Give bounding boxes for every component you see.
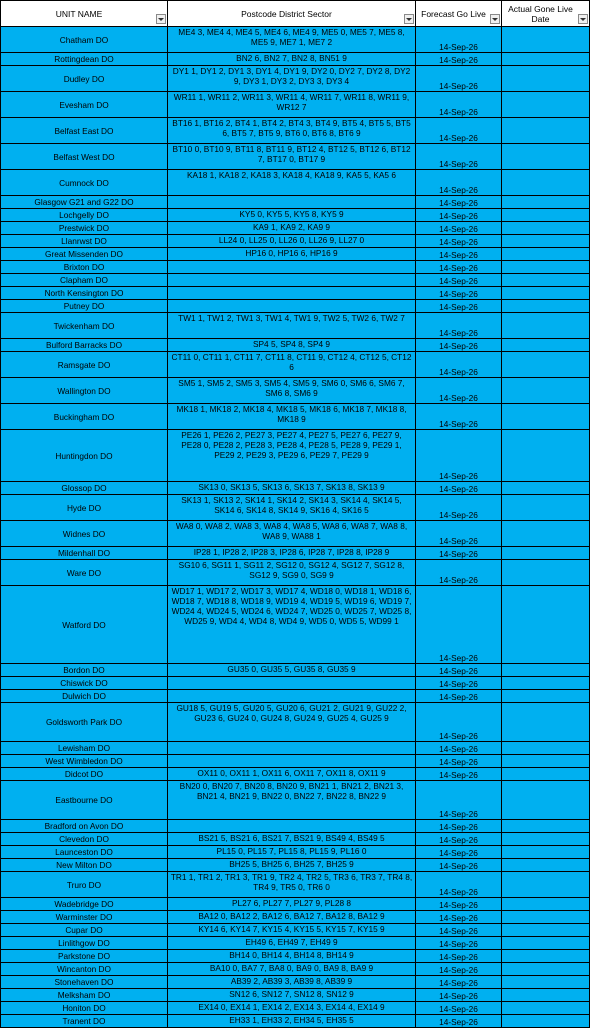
table-row [1,274,590,287]
cell-forecast-date[interactable]: 14-Sep-26 [416,209,502,222]
cell-postcodes[interactable]: KY5 0, KY5 5, KY5 8, KY5 9 [168,209,416,222]
cell-forecast-date[interactable]: 14-Sep-26 [416,352,502,378]
cell-unit-name[interactable]: Eastbourne DO [1,781,168,820]
cell-unit-name[interactable]: Belfast East DO [1,118,168,144]
cell-unit-name[interactable]: Stonehaven DO [1,976,168,989]
cell-postcodes[interactable] [168,742,416,755]
cell-forecast-date[interactable]: 14-Sep-26 [416,261,502,274]
cell-actual-date[interactable] [502,872,590,898]
cell-actual-date[interactable] [502,287,590,300]
cell-forecast-date[interactable]: 14-Sep-26 [416,664,502,677]
table-row [1,170,590,196]
table-row [1,521,590,547]
cell-forecast-date[interactable]: 14-Sep-26 [416,924,502,937]
cell-postcodes[interactable]: BN2 6, BN2 7, BN2 8, BN51 9 [168,53,416,66]
header-forecast [416,1,502,27]
cell-unit-name[interactable]: Mildenhall DO [1,547,168,560]
cell-forecast-date[interactable]: 14-Sep-26 [416,170,502,196]
header-unit-name [1,1,168,27]
cell-unit-name[interactable]: Cupar DO [1,924,168,937]
cell-forecast-date[interactable]: 14-Sep-26 [416,274,502,287]
cell-forecast-date[interactable]: 14-Sep-26 [416,287,502,300]
cell-unit-name[interactable]: Watford DO [1,586,168,664]
table-row [1,495,590,521]
cell-postcodes[interactable]: SK13 1, SK13 2, SK14 1, SK14 2, SK14 3, SK14 4, SK14 5, SK14 6, SK14 8, SK14 9, SK16 4, SK16 5 [168,495,416,521]
cell-actual-date[interactable] [502,664,590,677]
cell-postcodes[interactable]: OX11 0, OX11 1, OX11 6, OX11 7, OX11 8, OX11 9 [168,768,416,781]
cell-unit-name[interactable]: Prestwick DO [1,222,168,235]
table-row [1,1002,590,1015]
cell-postcodes[interactable]: BA12 0, BA12 2, BA12 6, BA12 7, BA12 8, BA12 9 [168,911,416,924]
cell-actual-date[interactable] [502,911,590,924]
cell-postcodes[interactable]: KA9 1, KA9 2, KA9 9 [168,222,416,235]
cell-postcodes[interactable] [168,287,416,300]
table-row [1,248,590,261]
cell-actual-date[interactable] [502,846,590,859]
table-row [1,937,590,950]
table-row [1,547,590,560]
cell-postcodes[interactable]: WA8 0, WA8 2, WA8 3, WA8 4, WA8 5, WA8 6, WA8 7, WA8 8, WA8 9, WA88 1 [168,521,416,547]
table-row [1,989,590,1002]
cell-forecast-date[interactable]: 14-Sep-26 [416,768,502,781]
header-postcode-label: Postcode District Sector [241,8,332,19]
table-row [1,66,590,92]
cell-unit-name[interactable]: Wadebridge DO [1,898,168,911]
cell-actual-date[interactable] [502,261,590,274]
cell-forecast-date[interactable]: 14-Sep-26 [416,222,502,235]
cell-unit-name[interactable]: Widnes DO [1,521,168,547]
cell-unit-name[interactable]: Hyde DO [1,495,168,521]
cell-forecast-date[interactable]: 14-Sep-26 [416,547,502,560]
table-row [1,261,590,274]
cell-postcodes[interactable]: BH14 0, BH14 4, BH14 8, BH14 9 [168,950,416,963]
cell-forecast-date[interactable]: 14-Sep-26 [416,53,502,66]
cell-actual-date[interactable] [502,586,590,664]
cell-postcodes[interactable] [168,755,416,768]
filter-dropdown-icon[interactable] [490,14,500,24]
table-row [1,144,590,170]
cell-unit-name[interactable]: Goldsworth Park DO [1,703,168,742]
cell-forecast-date[interactable]: 14-Sep-26 [416,833,502,846]
table-row [1,898,590,911]
cell-postcodes[interactable]: HP16 0, HP16 6, HP16 9 [168,248,416,261]
cell-unit-name[interactable]: Launceston DO [1,846,168,859]
cell-unit-name[interactable]: Wallington DO [1,378,168,404]
table-row [1,53,590,66]
table-row [1,833,590,846]
header-actual [502,1,590,27]
cell-postcodes[interactable] [168,820,416,833]
cell-forecast-date[interactable]: 14-Sep-26 [416,92,502,118]
table-row [1,742,590,755]
cell-forecast-date[interactable]: 14-Sep-26 [416,989,502,1002]
table-row [1,586,590,664]
cell-actual-date[interactable] [502,339,590,352]
cell-postcodes[interactable]: BH25 5, BH25 6, BH25 7, BH25 9 [168,859,416,872]
table-row [1,755,590,768]
cell-actual-date[interactable] [502,820,590,833]
header-unit-name-label: UNIT NAME [55,8,103,19]
table-row [1,92,590,118]
cell-forecast-date[interactable]: 14-Sep-26 [416,820,502,833]
cell-actual-date[interactable] [502,378,590,404]
header-row [1,1,590,27]
cell-forecast-date[interactable]: 14-Sep-26 [416,66,502,92]
table-row [1,781,590,820]
cell-postcodes[interactable]: MK18 1, MK18 2, MK18 4, MK18 5, MK18 6, MK18 7, MK18 8, MK18 9 [168,404,416,430]
cell-actual-date[interactable] [502,742,590,755]
cell-actual-date[interactable] [502,27,590,53]
cell-forecast-date[interactable]: 14-Sep-26 [416,521,502,547]
cell-postcodes[interactable]: TR1 1, TR1 2, TR1 3, TR1 9, TR2 4, TR2 5, TR3 6, TR3 7, TR4 8, TR4 9, TR5 0, TR6 0 [168,872,416,898]
cell-unit-name[interactable]: Cumnock DO [1,170,168,196]
table-row [1,287,590,300]
cell-actual-date[interactable] [502,196,590,209]
filter-dropdown-icon[interactable] [404,14,414,24]
cell-postcodes[interactable]: SM5 1, SM5 2, SM5 3, SM5 4, SM5 9, SM6 0, SM6 6, SM6 7, SM6 8, SM6 9 [168,378,416,404]
cell-postcodes[interactable]: BN20 0, BN20 7, BN20 8, BN20 9, BN21 1, BN21 2, BN21 3, BN21 4, BN21 9, BN22 0, BN22 7, BN22 8, BN22 9 [168,781,416,820]
table-row [1,664,590,677]
cell-actual-date[interactable] [502,1015,590,1028]
cell-postcodes[interactable]: SG10 6, SG11 1, SG11 2, SG12 0, SG12 4, SG12 7, SG12 8, SG12 9, SG9 0, SG9 9 [168,560,416,586]
cell-forecast-date[interactable]: 14-Sep-26 [416,703,502,742]
cell-unit-name[interactable]: Bradford on Avon DO [1,820,168,833]
cell-forecast-date[interactable]: 14-Sep-26 [416,742,502,755]
cell-forecast-date[interactable]: 14-Sep-26 [416,690,502,703]
cell-actual-date[interactable] [502,963,590,976]
cell-actual-date[interactable] [502,898,590,911]
cell-actual-date[interactable] [502,521,590,547]
cell-postcodes[interactable]: KA18 1, KA18 2, KA18 3, KA18 4, KA18 9, KA5 5, KA5 6 [168,170,416,196]
cell-actual-date[interactable] [502,768,590,781]
cell-unit-name[interactable]: Melksham DO [1,989,168,1002]
cell-unit-name[interactable]: Huntingdon DO [1,430,168,482]
cell-forecast-date[interactable]: 14-Sep-26 [416,937,502,950]
cell-actual-date[interactable] [502,950,590,963]
table-row [1,911,590,924]
cell-postcodes[interactable] [168,677,416,690]
cell-actual-date[interactable] [502,144,590,170]
table-row [1,339,590,352]
cell-forecast-date[interactable]: 14-Sep-26 [416,911,502,924]
cell-forecast-date[interactable]: 14-Sep-26 [416,1015,502,1028]
cell-actual-date[interactable] [502,690,590,703]
cell-actual-date[interactable] [502,989,590,1002]
table-row [1,209,590,222]
cell-actual-date[interactable] [502,833,590,846]
cell-forecast-date[interactable]: 14-Sep-26 [416,781,502,820]
table-row [1,677,590,690]
cell-unit-name[interactable]: Wincanton DO [1,963,168,976]
cell-postcodes[interactable]: SP4 5, SP4 8, SP4 9 [168,339,416,352]
cell-actual-date[interactable] [502,976,590,989]
cell-actual-date[interactable] [502,209,590,222]
cell-unit-name[interactable]: Buckingham DO [1,404,168,430]
table-row [1,352,590,378]
cell-forecast-date[interactable]: 14-Sep-26 [416,963,502,976]
cell-actual-date[interactable] [502,677,590,690]
cell-forecast-date[interactable]: 14-Sep-26 [416,846,502,859]
cell-unit-name[interactable]: Truro DO [1,872,168,898]
table-row [1,846,590,859]
cell-actual-date[interactable] [502,781,590,820]
cell-forecast-date[interactable]: 14-Sep-26 [416,560,502,586]
cell-unit-name[interactable]: Chiswick DO [1,677,168,690]
table-row [1,560,590,586]
table-row [1,404,590,430]
table-row [1,313,590,339]
cell-actual-date[interactable] [502,92,590,118]
cell-unit-name[interactable]: Clapham DO [1,274,168,287]
cell-forecast-date[interactable]: 14-Sep-26 [416,118,502,144]
cell-forecast-date[interactable]: 14-Sep-26 [416,248,502,261]
cell-forecast-date[interactable]: 14-Sep-26 [416,755,502,768]
cell-forecast-date[interactable]: 14-Sep-26 [416,144,502,170]
cell-actual-date[interactable] [502,1002,590,1015]
cell-actual-date[interactable] [502,222,590,235]
cell-actual-date[interactable] [502,560,590,586]
cell-actual-date[interactable] [502,274,590,287]
cell-unit-name[interactable]: West Wimbledon DO [1,755,168,768]
cell-unit-name[interactable]: Clevedon DO [1,833,168,846]
cell-unit-name[interactable]: Lochgelly DO [1,209,168,222]
cell-postcodes[interactable]: EH49 6, EH49 7, EH49 9 [168,937,416,950]
cell-postcodes[interactable]: PL15 0, PL15 7, PL15 8, PL15 9, PL16 0 [168,846,416,859]
table-row [1,430,590,482]
cell-unit-name[interactable]: Glasgow G21 and G22 DO [1,196,168,209]
cell-postcodes[interactable]: DY1 1, DY1 2, DY1 3, DY1 4, DY1 9, DY2 0, DY2 7, DY2 8, DY2 9, DY3 1, DY3 2, DY3 3, DY3 4 [168,66,416,92]
cell-postcodes[interactable]: BA10 0, BA7 7, BA8 0, BA9 0, BA9 8, BA9 9 [168,963,416,976]
cell-actual-date[interactable] [502,352,590,378]
header-forecast-label: Forecast Go Live [421,8,486,19]
cell-postcodes[interactable] [168,261,416,274]
table-row [1,703,590,742]
cell-forecast-date[interactable]: 14-Sep-26 [416,196,502,209]
table-row [1,118,590,144]
table-row [1,378,590,404]
cell-unit-name[interactable]: North Kensington DO [1,287,168,300]
cell-unit-name[interactable]: Dulwich DO [1,690,168,703]
cell-forecast-date[interactable]: 14-Sep-26 [416,1002,502,1015]
table-row [1,963,590,976]
cell-unit-name[interactable]: Linlithgow DO [1,937,168,950]
cell-unit-name[interactable]: Evesham DO [1,92,168,118]
cell-unit-name[interactable]: Glossop DO [1,482,168,495]
cell-unit-name[interactable]: Llanrwst DO [1,235,168,248]
table-row [1,196,590,209]
cell-forecast-date[interactable]: 14-Sep-26 [416,859,502,872]
cell-forecast-date[interactable]: 14-Sep-26 [416,495,502,521]
cell-forecast-date[interactable]: 14-Sep-26 [416,235,502,248]
table-row [1,768,590,781]
table-row [1,300,590,313]
cell-forecast-date[interactable]: 14-Sep-26 [416,430,502,482]
cell-unit-name[interactable]: Parkstone DO [1,950,168,963]
table-row [1,820,590,833]
cell-unit-name[interactable]: Belfast West DO [1,144,168,170]
cell-forecast-date[interactable]: 14-Sep-26 [416,677,502,690]
cell-unit-name[interactable]: Lewisham DO [1,742,168,755]
cell-actual-date[interactable] [502,755,590,768]
header-actual-label: Actual Gone Live Date [508,3,573,24]
cell-unit-name[interactable]: Great Missenden DO [1,248,168,261]
table-row [1,235,590,248]
cell-actual-date[interactable] [502,495,590,521]
cell-postcodes[interactable]: SN12 6, SN12 7, SN12 8, SN12 9 [168,989,416,1002]
table-row [1,924,590,937]
cell-actual-date[interactable] [502,235,590,248]
cell-unit-name[interactable]: Dudley DO [1,66,168,92]
cell-postcodes[interactable]: EH33 1, EH33 2, EH34 5, EH35 5 [168,1015,416,1028]
cell-actual-date[interactable] [502,170,590,196]
cell-actual-date[interactable] [502,404,590,430]
cell-actual-date[interactable] [502,703,590,742]
cell-unit-name[interactable]: Twickenham DO [1,313,168,339]
cell-postcodes[interactable]: PE26 1, PE26 2, PE27 3, PE27 4, PE27 5, PE27 6, PE27 9, PE28 0, PE28 2, PE28 3, PE28 4, PE28 5, PE28 9, PE29 1, PE29 2, PE29 3, PE29 6, PE29 7, PE29 9 [168,430,416,482]
cell-postcodes[interactable]: BT16 1, BT16 2, BT4 1, BT4 2, BT4 3, BT4 9, BT5 4, BT5 5, BT5 6, BT5 7, BT5 9, BT6 0, BT6 8, BT6 9 [168,118,416,144]
cell-actual-date[interactable] [502,859,590,872]
table-row [1,222,590,235]
cell-forecast-date[interactable]: 14-Sep-26 [416,404,502,430]
filter-dropdown-icon[interactable] [578,14,588,24]
cell-forecast-date[interactable]: 14-Sep-26 [416,976,502,989]
cell-postcodes[interactable]: WD17 1, WD17 2, WD17 3, WD17 4, WD18 0, WD18 1, WD18 6, WD18 7, WD18 8, WD18 9, WD19 4, WD19 5, WD19 6, WD19 7, WD24 4, WD24 5, WD24 6, WD24 7, WD25 0, WD25 7, WD25 8, WD25 9, WD4 4, WD4 8, WD4 9, WD5 0, WD5 5, WD99 1 [168,586,416,664]
filter-dropdown-icon[interactable] [156,14,166,24]
cell-forecast-date[interactable]: 14-Sep-26 [416,339,502,352]
cell-actual-date[interactable] [502,300,590,313]
cell-forecast-date[interactable]: 14-Sep-26 [416,898,502,911]
cell-unit-name[interactable]: Brixton DO [1,261,168,274]
table-row [1,976,590,989]
cell-forecast-date[interactable]: 14-Sep-26 [416,482,502,495]
cell-unit-name[interactable]: Warminster DO [1,911,168,924]
cell-unit-name[interactable]: Ware DO [1,560,168,586]
table-row [1,1015,590,1028]
cell-postcodes[interactable]: AB39 2, AB39 3, AB39 8, AB39 9 [168,976,416,989]
cell-actual-date[interactable] [502,482,590,495]
cell-unit-name[interactable]: New Milton DO [1,859,168,872]
cell-postcodes[interactable]: BS21 5, BS21 6, BS21 7, BS21 9, BS49 4, BS49 5 [168,833,416,846]
cell-forecast-date[interactable]: 14-Sep-26 [416,950,502,963]
table-row [1,690,590,703]
cell-postcodes[interactable]: EX14 0, EX14 1, EX14 2, EX14 3, EX14 4, EX14 9 [168,1002,416,1015]
cell-forecast-date[interactable]: 14-Sep-26 [416,378,502,404]
cell-forecast-date[interactable]: 14-Sep-26 [416,313,502,339]
cell-postcodes[interactable]: LL24 0, LL25 0, LL26 0, LL26 9, LL27 0 [168,235,416,248]
table-row [1,482,590,495]
cell-unit-name[interactable]: Putney DO [1,300,168,313]
cell-forecast-date[interactable]: 14-Sep-26 [416,300,502,313]
cell-actual-date[interactable] [502,547,590,560]
cell-unit-name[interactable]: Didcot DO [1,768,168,781]
cell-postcodes[interactable] [168,690,416,703]
cell-postcodes[interactable]: CT11 0, CT11 1, CT11 7, CT11 8, CT11 9, CT12 4, CT12 5, CT12 6 [168,352,416,378]
cell-actual-date[interactable] [502,118,590,144]
cell-postcodes[interactable]: ME4 3, ME4 4, ME4 5, ME4 6, ME4 9, ME5 0, ME5 7, ME5 8, ME5 9, ME7 1, ME7 2 [168,27,416,53]
cell-unit-name[interactable]: Ramsgate DO [1,352,168,378]
table-row [1,859,590,872]
cell-unit-name[interactable]: Honiton DO [1,1002,168,1015]
cell-actual-date[interactable] [502,53,590,66]
cell-postcodes[interactable]: BT10 0, BT10 9, BT11 8, BT11 9, BT12 4, BT12 5, BT12 6, BT12 7, BT17 0, BT17 9 [168,144,416,170]
cell-postcodes[interactable]: GU35 0, GU35 5, GU35 8, GU35 9 [168,664,416,677]
cell-postcodes[interactable]: TW1 1, TW1 2, TW1 3, TW1 4, TW1 9, TW2 5, TW2 6, TW2 7 [168,313,416,339]
cell-postcodes[interactable] [168,274,416,287]
cell-unit-name[interactable]: Rottingdean DO [1,53,168,66]
cell-actual-date[interactable] [502,66,590,92]
table-body [1,27,590,1028]
cell-postcodes[interactable]: KY14 6, KY14 7, KY15 4, KY15 5, KY15 7, KY15 9 [168,924,416,937]
cell-unit-name[interactable]: Chatham DO [1,27,168,53]
cell-unit-name[interactable]: Bordon DO [1,664,168,677]
table-row [1,27,590,53]
cell-unit-name[interactable]: Tranent DO [1,1015,168,1028]
cell-postcodes[interactable]: PL27 6, PL27 7, PL27 9, PL28 8 [168,898,416,911]
header-postcode [168,1,416,27]
cell-postcodes[interactable] [168,300,416,313]
cell-unit-name[interactable]: Bulford Barracks DO [1,339,168,352]
cell-forecast-date[interactable]: 14-Sep-26 [416,872,502,898]
cell-actual-date[interactable] [502,924,590,937]
cell-actual-date[interactable] [502,430,590,482]
cell-actual-date[interactable] [502,313,590,339]
cell-postcodes[interactable]: GU18 5, GU19 5, GU20 5, GU20 6, GU21 2, GU21 9, GU22 2, GU23 6, GU24 0, GU24 8, GU24 9, GU25 4, GU25 9 [168,703,416,742]
cell-postcodes[interactable]: IP28 1, IP28 2, IP28 3, IP28 6, IP28 7, IP28 8, IP28 9 [168,547,416,560]
cell-postcodes[interactable]: WR11 1, WR11 2, WR11 3, WR11 4, WR11 7, WR11 8, WR11 9, WR12 7 [168,92,416,118]
table-row [1,872,590,898]
cell-postcodes[interactable]: SK13 0, SK13 5, SK13 6, SK13 7, SK13 8, SK13 9 [168,482,416,495]
cell-actual-date[interactable] [502,937,590,950]
cell-postcodes[interactable] [168,196,416,209]
table-row [1,950,590,963]
cell-actual-date[interactable] [502,248,590,261]
cell-forecast-date[interactable]: 14-Sep-26 [416,27,502,53]
cell-forecast-date[interactable]: 14-Sep-26 [416,586,502,664]
